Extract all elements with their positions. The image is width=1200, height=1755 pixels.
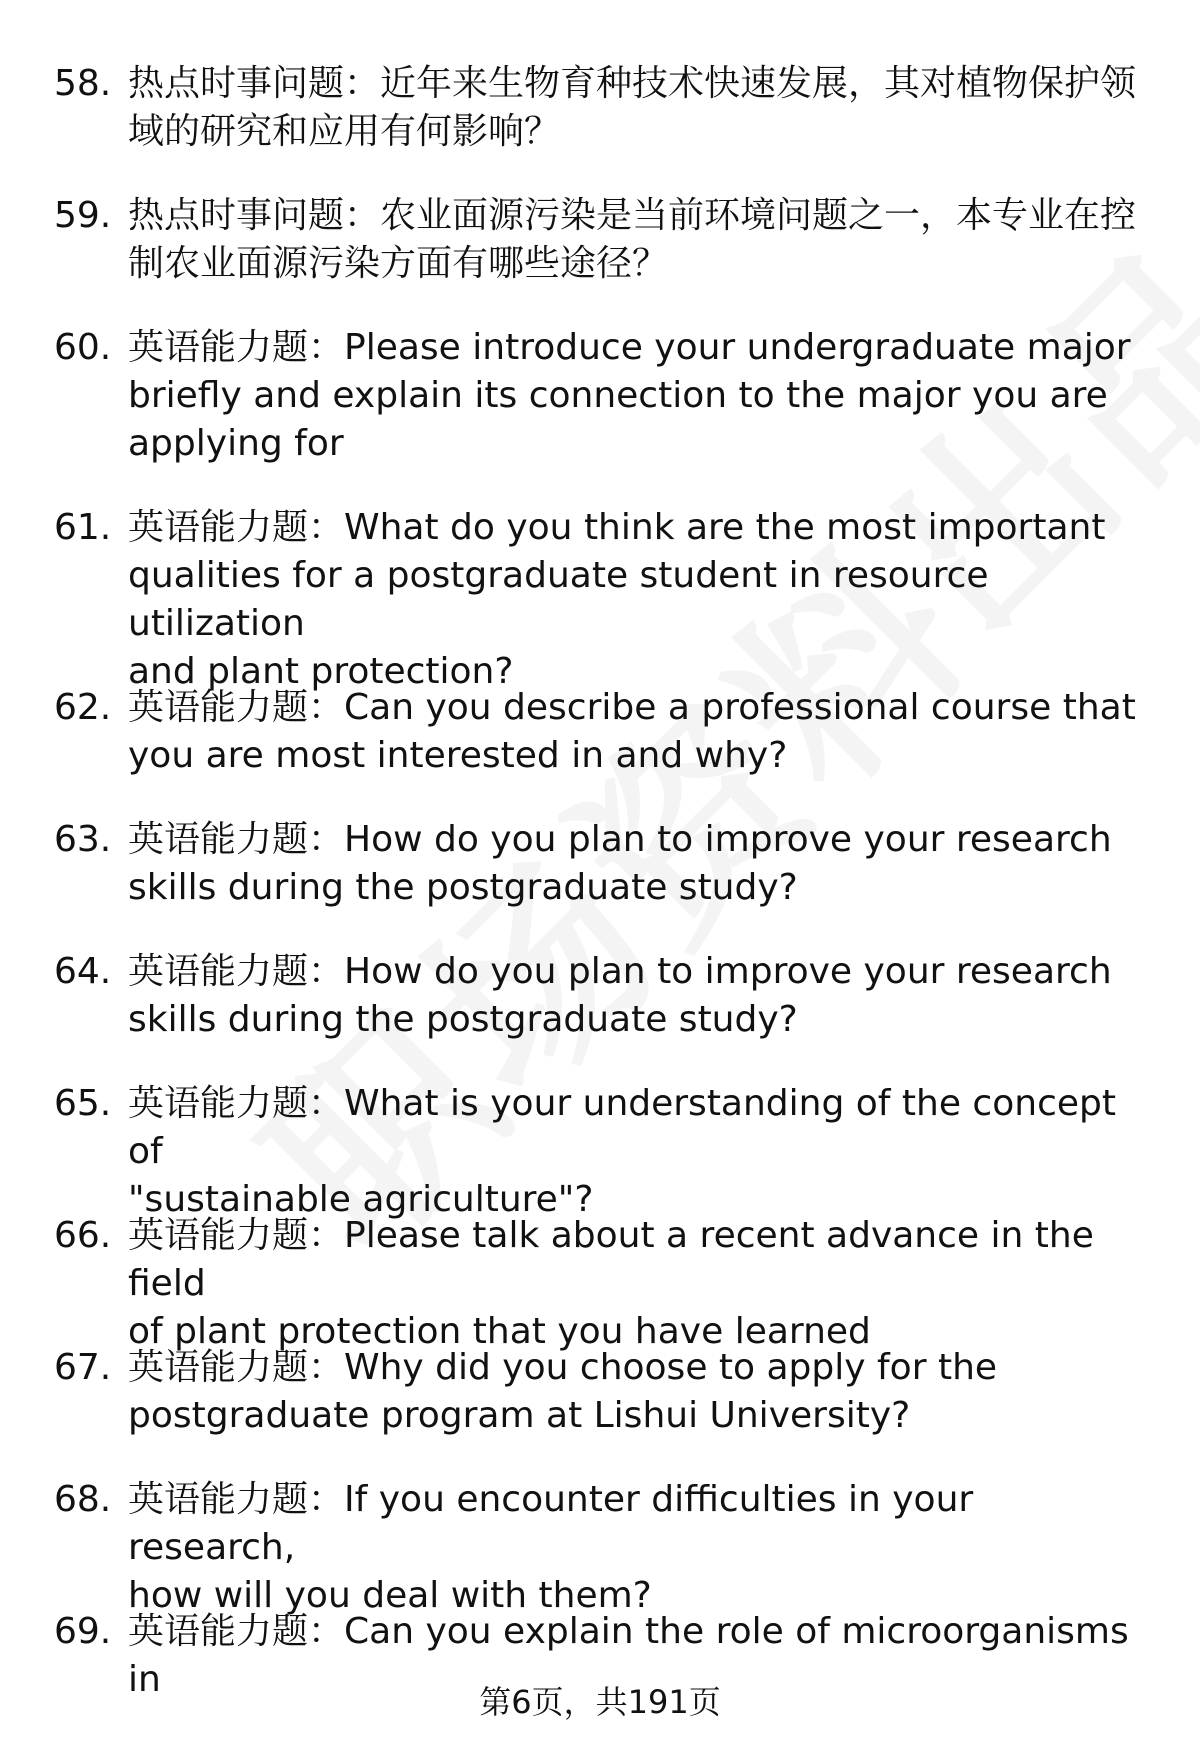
question-number: 62. <box>54 687 112 728</box>
question-text: 热点时事问题：近年来生物育种技术快速发展，其对植物保护领 域的研究和应用有何影响？ <box>128 63 1137 152</box>
question-text: 英语能力题：Please introduce your undergraduate major briefly and explain its connection to the major you are applying for <box>128 327 1131 464</box>
question-number: 65. <box>54 1083 112 1124</box>
page-footer: 第6页，共191页 <box>479 1683 721 1721</box>
question-number: 69. <box>54 1611 112 1652</box>
question-text: 英语能力题：How do you plan to improve your research skills during the postgraduate study? <box>128 951 1112 1040</box>
question-number: 66. <box>54 1215 112 1256</box>
question-number: 60. <box>54 327 112 368</box>
question-text: 英语能力题：Why did you choose to apply for the postgraduate program at Lishui University? <box>128 1347 998 1436</box>
question-number: 67. <box>54 1347 112 1388</box>
question-text: 英语能力题：Please talk about a recent advance in the field of plant protection that you have learned <box>128 1215 1094 1352</box>
question-number: 59. <box>54 195 112 236</box>
question-text: 英语能力题：What do you think are the most important qualities for a postgraduate student in resource utilization and plant protection? <box>128 507 1106 692</box>
question-number: 68. <box>54 1479 112 1520</box>
question-text: 英语能力题：If you encounter difficulties in your research, how will you deal with them? <box>128 1479 974 1616</box>
question-text: 热点时事问题：农业面源污染是当前环境问题之一，本专业在控 制农业面源污染方面有哪些途径？ <box>128 195 1137 284</box>
question-number: 58. <box>54 63 112 104</box>
question-text: 英语能力题：How do you plan to improve your research skills during the postgraduate study? <box>128 819 1112 908</box>
question-text: 英语能力题：Can you describe a professional course that you are most interested in and why? <box>128 687 1136 776</box>
question-text: 英语能力题：Can you explain the role of microorganisms in <box>128 1611 1129 1700</box>
question-number: 61. <box>54 507 112 548</box>
question-number: 64. <box>54 951 112 992</box>
question-text: 英语能力题：What is your understanding of the concept of "sustainable agriculture"? <box>128 1083 1116 1220</box>
question-number: 63. <box>54 819 112 860</box>
